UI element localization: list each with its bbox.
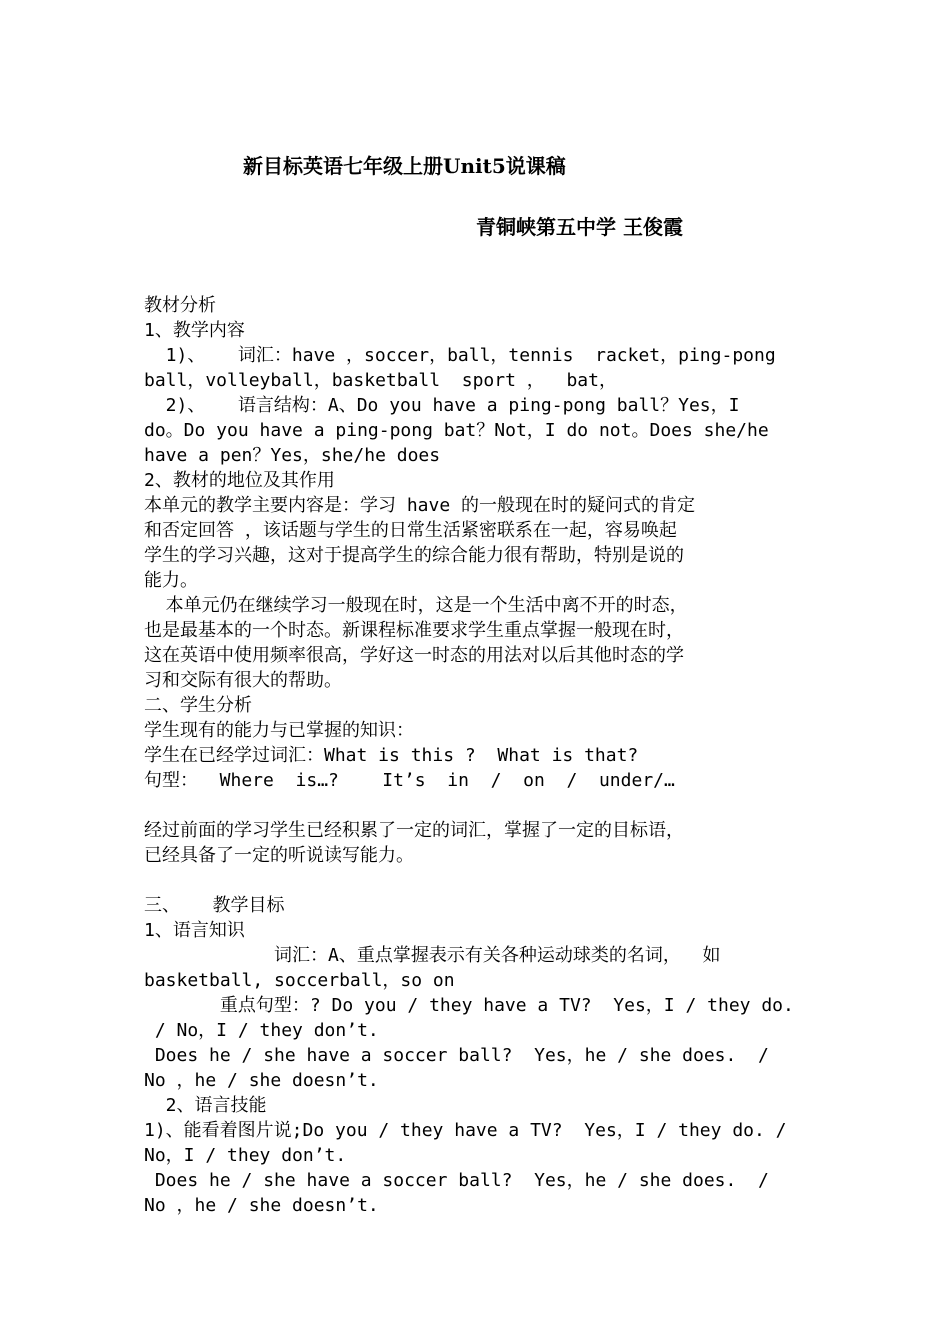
body-line: have a pen？Yes，she/he does <box>144 445 441 466</box>
body-line: 本单元的教学主要内容是：学习 have 的一般现在时的疑问式的肯定 <box>144 495 696 516</box>
body-line: 学生在已经学过词汇：What is this ? What is that? <box>144 745 639 766</box>
body-line: 1)、能看着图片说;Do you / they have a TV? Yes，I / they do. / <box>144 1120 787 1141</box>
document-author: 青铜峡第五中学 王俊霞 <box>476 215 683 239</box>
subsection-heading: 1、语言知识 <box>144 920 245 941</box>
body-line: 学生的学习兴趣，这对于提高学生的综合能力很有帮助，特别是说的 <box>144 545 684 566</box>
body-line: No，I / they don’t. <box>144 1145 347 1166</box>
body-line: 和否定回答 ，该话题与学生的日常生活紧密联系在一起，容易唤起 <box>144 520 677 541</box>
body-line: 重点句型：? Do you / they have a TV? Yes，I / they do. <box>144 995 794 1016</box>
body-line: 已经具备了一定的听说读写能力。 <box>144 845 414 866</box>
body-line: ball，volleyball，basketball sport ， bat， <box>144 370 617 391</box>
body-line: 也是最基本的一个时态。新课程标准要求学生重点掌握一般现在时， <box>144 620 684 641</box>
body-line: do。Do you have a ping-pong bat？Not，I do not。Does she/he <box>144 420 769 441</box>
subsection-heading: 2、语言技能 <box>144 1095 267 1116</box>
body-line: 1)、 词汇：have ，soccer，ball，tennis racket，ping-pong <box>144 345 776 366</box>
body-line: 2)、 语言结构：A、Do you have a ping-pong ball？Yes，I <box>144 395 740 416</box>
body-line: 词汇：A、重点掌握表示有关各种运动球类的名词， 如 <box>144 945 721 966</box>
body-line: 能力。 <box>144 570 198 591</box>
body-line: Does he / she have a soccer ball? Yes，he / she does. / <box>144 1170 769 1191</box>
section-heading: 三、 教学目标 <box>144 895 285 916</box>
body-line: basketball, soccerball，so on <box>144 970 455 991</box>
section-heading: 二、学生分析 <box>144 695 252 716</box>
body-line: 句型： Where is…? It’s in / on / under/… <box>144 770 675 791</box>
body-line: 本单元仍在继续学习一般现在时，这是一个生活中离不开的时态， <box>144 595 688 616</box>
subsection-heading: 2、教材的地位及其作用 <box>144 470 335 491</box>
body-line: Does he / she have a soccer ball? Yes，he / she does. / <box>144 1045 769 1066</box>
document-title: 新目标英语七年级上册Unit5说课稿 <box>243 154 566 178</box>
subsection-heading: 1、教学内容 <box>144 320 245 341</box>
body-line: No ，he / she doesn’t. <box>144 1195 379 1216</box>
body-line: / No，I / they don’t. <box>144 1020 379 1041</box>
body-line: 经过前面的学习学生已经积累了一定的词汇，掌握了一定的目标语， <box>144 820 684 841</box>
body-line: No ，he / she doesn’t. <box>144 1070 379 1091</box>
body-line: 习和交际有很大的帮助。 <box>144 670 342 691</box>
body-line: 学生现有的能力与已掌握的知识： <box>144 720 414 741</box>
section-heading: 教材分析 <box>144 295 216 316</box>
body-line: 这在英语中使用频率很高，学好这一时态的用法对以后其他时态的学 <box>144 645 684 666</box>
